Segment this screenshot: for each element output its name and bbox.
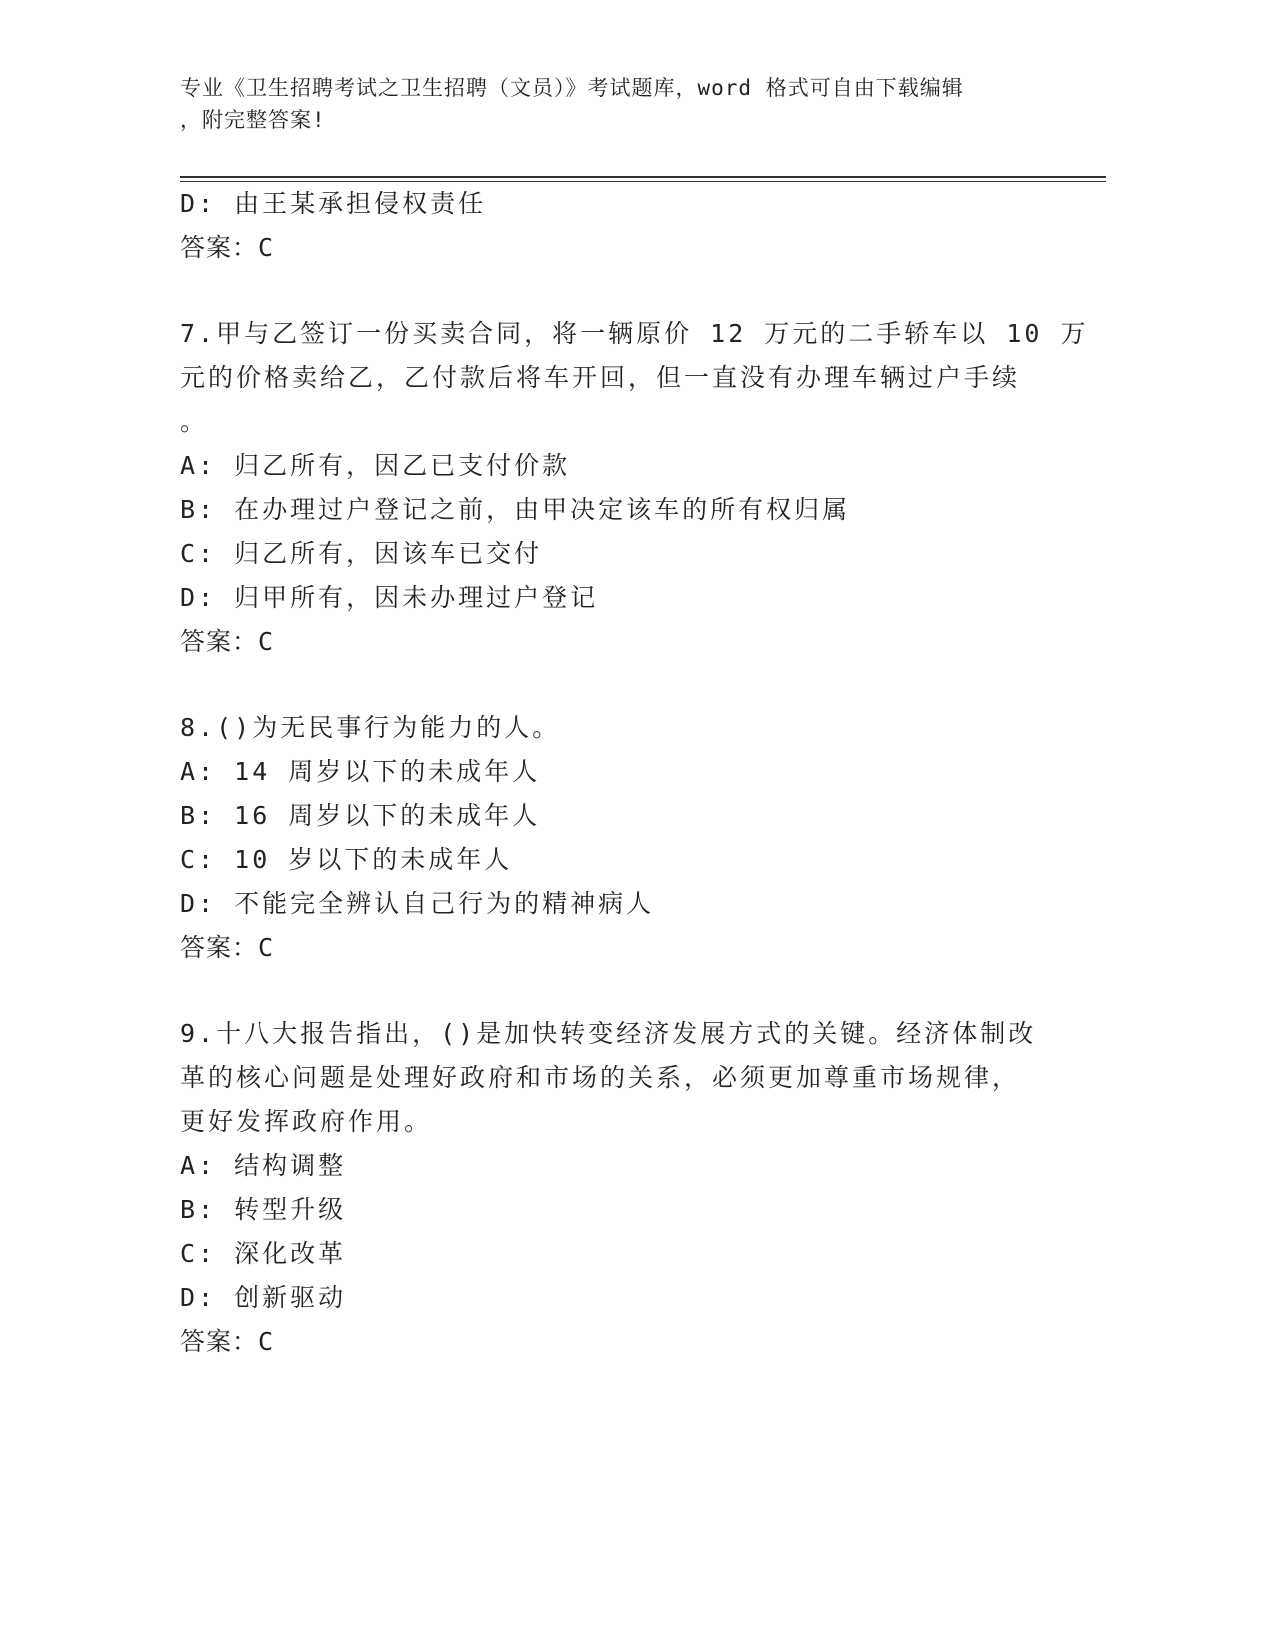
question-9 bbox=[180, 1012, 1040, 1364]
answer-label: 答案：C bbox=[180, 627, 275, 656]
question-stem-line: 。 bbox=[180, 407, 209, 436]
option-d: D: 不能完全辨认自己行为的精神病人 bbox=[180, 889, 655, 918]
question-stem-line: 8.()为无民事行为能力的人。 bbox=[180, 713, 561, 742]
option-b: B: 16 周岁以下的未成年人 bbox=[180, 801, 541, 830]
option-c: C: 深化改革 bbox=[180, 1239, 347, 1268]
question-list bbox=[180, 182, 1089, 1364]
option-d: D: 创新驱动 bbox=[180, 1283, 347, 1312]
question-7 bbox=[180, 312, 1089, 664]
question-stem-line: 革的核心问题是处理好政府和市场的关系，必须更加尊重市场规律， bbox=[180, 1063, 1021, 1092]
question-stem-line: 9.十八大报告指出，()是加快转变经济发展方式的关键。经济体制改 bbox=[180, 1019, 1037, 1048]
header-line-1: 专业《卫生招聘考试之卫生招聘（文员）》考试题库，word 格式可自由下载编辑 bbox=[180, 76, 964, 100]
option-a: A: 归乙所有，因乙已支付价款 bbox=[180, 451, 571, 480]
question-stem-line: 更好发挥政府作用。 bbox=[180, 1107, 433, 1136]
spacer bbox=[180, 970, 1040, 1012]
answer-label: 答案：C bbox=[180, 1327, 275, 1356]
option-c: C: 10 岁以下的未成年人 bbox=[180, 845, 513, 874]
option-d: D: 归甲所有，因未办理过户登记 bbox=[180, 583, 599, 612]
question-stem-line: 7.甲与乙签订一份买卖合同，将一辆原价 12 万元的二手轿车以 10 万 bbox=[180, 319, 1089, 348]
spacer bbox=[180, 664, 1040, 706]
question-6-continuation bbox=[180, 182, 1040, 270]
option-a: A: 结构调整 bbox=[180, 1151, 347, 1180]
answer-label: 答案：C bbox=[180, 933, 275, 962]
answer-label: 答案：C bbox=[180, 233, 275, 262]
option-c: C: 归乙所有，因该车已交付 bbox=[180, 539, 543, 568]
question-stem-line: 元的价格卖给乙，乙付款后将车开回，但一直没有办理车辆过户手续 bbox=[180, 363, 1021, 392]
option-a: A: 14 周岁以下的未成年人 bbox=[180, 757, 541, 786]
document-header bbox=[180, 72, 1040, 136]
header-divider-thick bbox=[180, 176, 1106, 178]
option-d: D: 由王某承担侵权责任 bbox=[180, 189, 487, 218]
option-b: B: 在办理过户登记之前，由甲决定该车的所有权归属 bbox=[180, 495, 851, 524]
question-8 bbox=[180, 706, 1040, 970]
spacer bbox=[180, 270, 1040, 312]
option-b: B: 转型升级 bbox=[180, 1195, 347, 1224]
header-line-2: ，附完整答案! bbox=[180, 108, 326, 132]
